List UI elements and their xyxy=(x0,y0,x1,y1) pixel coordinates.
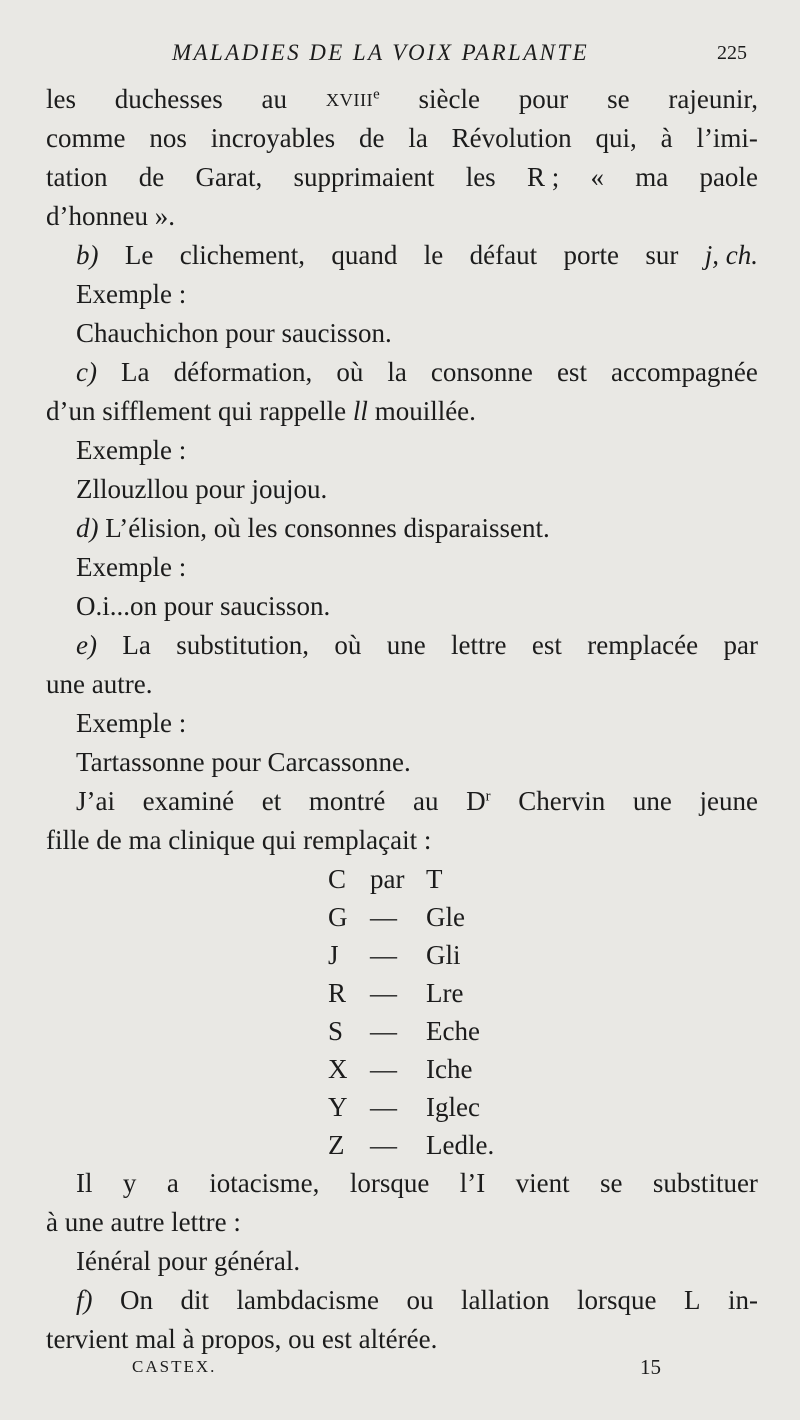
text-line: comme nos incroyables de la Révolution qui, à l’imi- xyxy=(46,123,758,153)
substitution-row: J — Gli xyxy=(328,940,461,970)
text-line: tation de Garat, supprimaient les R ; « ma paole xyxy=(46,162,758,192)
substitution-row: R — Lre xyxy=(328,978,464,1008)
item-label: c) xyxy=(76,357,97,387)
example-text: Zllouzllou pour joujou. xyxy=(76,474,328,504)
example-label: Exemple : xyxy=(76,279,187,309)
substitution-row: Y — Iglec xyxy=(328,1092,480,1122)
substitution-row: X — Iche xyxy=(328,1054,473,1084)
example-label: Exemple : xyxy=(76,708,187,738)
example-text: O.i...on pour saucisson. xyxy=(76,591,331,621)
doctor-abbrev: $D^r$ xyxy=(466,786,491,816)
substitution-row: S — Eche xyxy=(328,1016,480,1046)
example-text: Tartassonne pour Carcassonne. xyxy=(76,747,411,777)
text-line: à une autre lettre : xyxy=(46,1207,241,1237)
text-line: les duchesses au XVIIIe siècle pour se rajeunir, xyxy=(46,80,758,119)
page-footer xyxy=(0,1357,800,1387)
text-line: tervient mal à propos, ou est altérée. xyxy=(46,1324,438,1354)
list-item-d: d) L’élision, où les consonnes disparaissent. xyxy=(76,513,550,543)
running-title: MALADIES DE LA VOIX PARLANTE xyxy=(172,40,590,65)
signature-mark: CASTEX. xyxy=(132,1357,217,1376)
text-line: fille de ma clinique qui remplaçait : xyxy=(46,825,432,855)
substitution-row: C par T xyxy=(328,864,443,894)
item-label: d) xyxy=(76,513,99,543)
substitution-table xyxy=(46,860,758,1164)
text-line: une autre. xyxy=(46,669,153,699)
substitution-row: G — Gle xyxy=(328,902,465,932)
century-numeral: XVIIIe xyxy=(325,86,380,110)
text-line: J’ai examiné et montré au $D^r$ Chervin une jeune xyxy=(46,782,758,821)
list-item-e: e) La substitution, où une lettre est remplacée par xyxy=(46,626,758,665)
example-label: Exemple : xyxy=(76,552,187,582)
page-number: 225 xyxy=(717,42,747,64)
example-text: Chauchichon pour saucisson. xyxy=(76,318,392,348)
list-item-c: c) La déformation, où la consonne est accompagnée xyxy=(46,353,758,392)
text-line: d’honneu ». xyxy=(46,201,175,231)
item-label: b) xyxy=(76,240,99,270)
substitution-row: Z — Ledle. xyxy=(328,1130,495,1160)
page-header xyxy=(0,38,800,74)
list-item-f: f) On dit lambdacisme ou lallation lorsque L in- xyxy=(46,1281,758,1320)
text-line: d’un sifflement qui rappelle ll mouillée. xyxy=(46,396,476,426)
sheet-number: 15 xyxy=(640,1355,661,1379)
list-item-b: b) Le clichement, quand le défaut porte sur j, ch. xyxy=(46,236,758,275)
example-text: Iénéral pour général. xyxy=(76,1246,301,1276)
item-label: e) xyxy=(76,630,97,660)
example-label: Exemple : xyxy=(76,435,187,465)
text-line: Il y a iotacisme, lorsque l’I vient se substituer xyxy=(76,1168,758,1198)
page-body xyxy=(46,80,758,1359)
item-label: f) xyxy=(76,1285,93,1315)
